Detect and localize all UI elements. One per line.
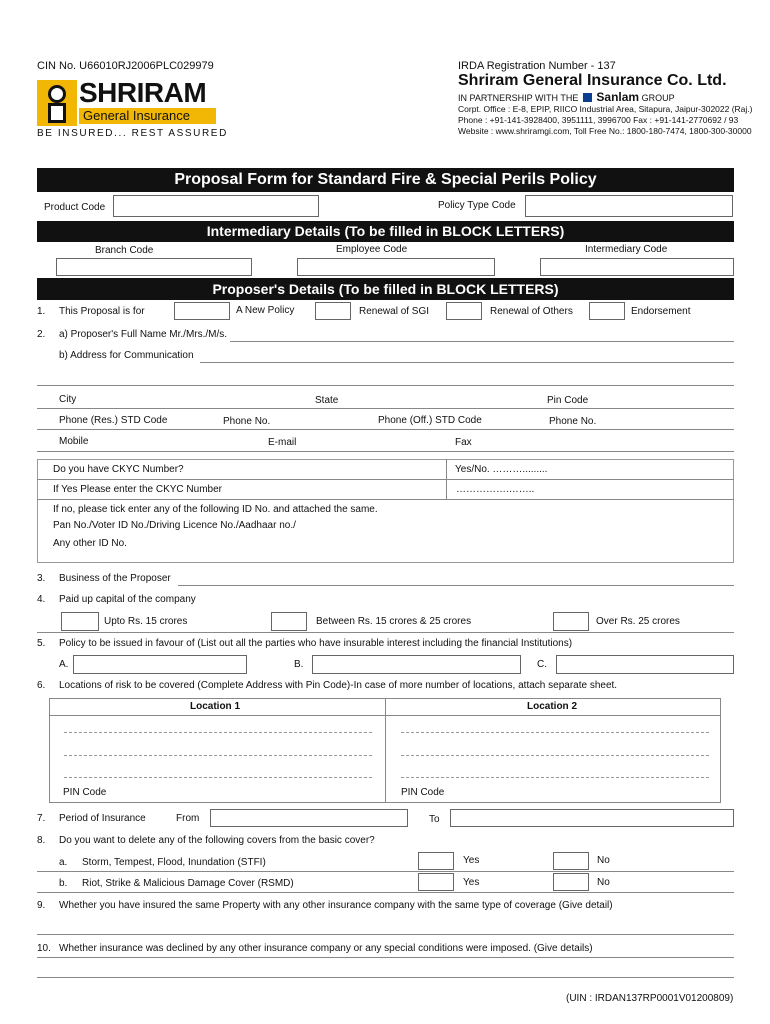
ckyc-enter-label: If Yes Please enter the CKYC Number (53, 484, 222, 495)
employee-code-field[interactable] (297, 258, 495, 276)
corporate-address: Corpt. Office : E-8, EPIP, RIICO Industrial Area, Sitapura, Jaipur-302022 (Raj.) (458, 104, 753, 114)
ckyc-question: Do you have CKYC Number? (53, 464, 184, 475)
logo-text: SHRIRAM (79, 77, 207, 108)
q4-label: Paid up capital of the company (59, 594, 196, 605)
mascot-icon (37, 76, 77, 128)
location-1-address-line-1[interactable] (64, 732, 372, 733)
city-state-line[interactable] (37, 408, 734, 409)
q2a-label: a) Proposer's Full Name Mr./Mrs./M/s. (59, 329, 228, 340)
partner-name: Sanlam (596, 90, 640, 104)
company-name: Shriram General Insurance Co. Ltd. (458, 72, 727, 89)
pin-code-label: Pin Code (547, 395, 589, 406)
website: Website : www.shriramgi.com, Toll Free No.: 1800-180-7474, 1800-300-30000 (458, 126, 752, 136)
policy-type-code-field[interactable] (525, 195, 733, 217)
q8a-letter: a. (59, 857, 68, 868)
stfi-line (37, 871, 734, 872)
q10-answer-line-2[interactable] (37, 977, 734, 978)
form-title: Proposal Form for Standard Fire & Special Perils Policy (37, 168, 734, 192)
q9-number: 9. (37, 900, 46, 911)
proposer-title: Proposer's Details (To be filled in BLOCK LETTERS) (37, 278, 734, 300)
phone-no-label-1: Phone No. (223, 416, 271, 427)
proposal-type-checkbox-4[interactable] (589, 302, 625, 320)
business-line[interactable] (178, 585, 734, 586)
mobile-label: Mobile (59, 436, 89, 447)
stfi-no-checkbox[interactable] (553, 852, 589, 870)
q5-label: Policy to be issued in favour of (List out all the parties who have insurable interest including the financial Institutions) (59, 638, 573, 649)
q10-label: Whether insurance was declined by any other insurance company or any special conditions were imposed. (Give details) (59, 943, 593, 954)
rsmd-label: Riot, Strike & Malicious Damage Cover (RSMD) (82, 878, 294, 889)
q4-number: 4. (37, 594, 46, 605)
capital-15-to-25: Between Rs. 15 crores & 25 crores (316, 616, 472, 627)
opt-new-policy: A New Policy (236, 305, 295, 316)
location-2-address-line-3[interactable] (401, 777, 709, 778)
q7-label: Period of Insurance (59, 813, 146, 824)
capital-checkbox-3[interactable] (553, 612, 589, 631)
irda-number: IRDA Registration Number - 137 (458, 60, 616, 72)
capital-over-25: Over Rs. 25 crores (596, 616, 680, 627)
location-2-header: Location 2 (527, 701, 578, 712)
q10-number: 10. (37, 943, 51, 954)
intermediary-title: Intermediary Details (To be filled in BLOCK LETTERS) (37, 221, 734, 242)
cin-number: CIN No. U66010RJ2006PLC029979 (37, 60, 214, 72)
location-1-address-line-2[interactable] (64, 755, 372, 756)
phone-line[interactable] (37, 429, 734, 430)
address-line-1[interactable] (200, 362, 734, 363)
ckyc-divider-2 (37, 499, 734, 500)
stfi-no-label: No (597, 855, 610, 866)
ckyc-divider-1 (37, 479, 734, 480)
q6-label: Locations of risk to be covered (Complete Address with Pin Code)-In case of more number of locations, attach separate sheet. (59, 680, 618, 691)
proposal-type-checkbox-3[interactable] (446, 302, 482, 320)
locations-header-line (49, 715, 721, 716)
location-2-address-line-1[interactable] (401, 732, 709, 733)
q8-label: Do you want to delete any of the following covers from the basic cover? (59, 835, 375, 846)
opt-endorsement: Endorsement (631, 306, 691, 317)
q3-number: 3. (37, 573, 46, 584)
q10-answer-line-1[interactable] (37, 957, 734, 958)
location-1-header: Location 1 (190, 701, 241, 712)
party-b-field[interactable] (312, 655, 521, 674)
location-2-address-line-2[interactable] (401, 755, 709, 756)
phone-res-label: Phone (Res.) STD Code (59, 415, 168, 426)
stfi-yes-label: Yes (463, 855, 480, 866)
ckyc-vertical-divider (446, 459, 447, 499)
address-line-2[interactable] (37, 385, 734, 386)
rsmd-no-checkbox[interactable] (553, 873, 589, 891)
ckyc-if-no: If no, please tick enter any of the following ID No. and attached the same. (53, 504, 378, 515)
party-a-label: A. (59, 659, 69, 670)
mobile-line[interactable] (37, 451, 734, 452)
period-to-field[interactable] (450, 809, 734, 827)
phone-no-label-2: Phone No. (549, 416, 597, 427)
logo-subtext: General Insurance (79, 108, 216, 124)
period-from-label: From (176, 813, 200, 824)
period-from-field[interactable] (210, 809, 408, 827)
ckyc-yes-no[interactable]: Yes/No. ………......... (455, 464, 548, 475)
phone-fax: Phone : +91-141-3928400, 3951111, 3996700 Fax : +91-141-2770692 / 93 (458, 115, 739, 125)
party-a-field[interactable] (73, 655, 247, 674)
q9-answer-line[interactable] (37, 934, 734, 935)
capital-checkbox-2[interactable] (271, 612, 307, 631)
q7-number: 7. (37, 813, 46, 824)
party-c-field[interactable] (556, 655, 734, 674)
employee-code-label: Employee Code (336, 244, 408, 255)
rsmd-yes-checkbox[interactable] (418, 873, 454, 891)
stfi-label: Storm, Tempest, Flood, Inundation (STFI) (82, 857, 266, 868)
party-c-label: C. (537, 659, 547, 670)
product-code-field[interactable] (113, 195, 319, 217)
rsmd-line (37, 892, 734, 893)
ckyc-number-field[interactable]: …………….…….. (456, 484, 535, 495)
q2b-label: b) Address for Communication (59, 350, 194, 361)
full-name-line[interactable] (230, 341, 734, 342)
policy-type-code-label: Policy Type Code (438, 200, 516, 211)
rsmd-yes-label: Yes (463, 877, 480, 888)
locations-divider (385, 698, 386, 803)
party-b-label: B. (294, 659, 304, 670)
q1-label: This Proposal is for (59, 306, 145, 317)
period-to-label: To (429, 814, 440, 825)
product-code-label: Product Code (44, 202, 106, 213)
city-label: City (59, 394, 77, 405)
ckyc-other-id: Any other ID No. (53, 538, 127, 549)
uin-number: (UIN : IRDAN137RP0001V01200809) (566, 993, 734, 1004)
partnership-line (458, 91, 675, 104)
branch-code-label: Branch Code (95, 245, 154, 256)
q6-number: 6. (37, 680, 46, 691)
branch-code-field[interactable] (56, 258, 252, 276)
state-label: State (315, 395, 339, 406)
partnership-suffix: GROUP (641, 93, 675, 103)
q5-number: 5. (37, 638, 46, 649)
partnership-prefix: IN PARTNERSHIP WITH THE (458, 93, 579, 103)
fax-label: Fax (455, 437, 472, 448)
proposal-type-checkbox-1[interactable] (174, 302, 230, 320)
intermediary-code-field[interactable] (540, 258, 734, 276)
capital-line (37, 632, 734, 633)
intermediary-code-label: Intermediary Code (585, 244, 668, 255)
ckyc-id-types: Pan No./Voter ID No./Driving Licence No./Aadhaar no./ (53, 520, 296, 531)
q1-number: 1. (37, 306, 46, 317)
q8b-letter: b. (59, 878, 68, 889)
tagline: BE INSURED... REST ASSURED (37, 128, 228, 139)
stfi-yes-checkbox[interactable] (418, 852, 454, 870)
q2-number: 2. (37, 329, 46, 340)
opt-renewal-others: Renewal of Others (490, 306, 573, 317)
sanlam-icon (583, 93, 592, 102)
q3-label: Business of the Proposer (59, 573, 171, 584)
location-1-address-line-3[interactable] (64, 777, 372, 778)
phone-off-label: Phone (Off.) STD Code (378, 415, 482, 426)
q8-number: 8. (37, 835, 46, 846)
capital-checkbox-1[interactable] (61, 612, 99, 631)
capital-upto-15: Upto Rs. 15 crores (104, 616, 188, 627)
rsmd-no-label: No (597, 877, 610, 888)
location-1-pin-code: PIN Code (63, 787, 107, 798)
location-2-pin-code: PIN Code (401, 787, 445, 798)
opt-renewal-sgi: Renewal of SGI (359, 306, 430, 317)
proposal-type-checkbox-2[interactable] (315, 302, 351, 320)
shriram-logo (37, 76, 227, 128)
email-label: E-mail (268, 437, 297, 448)
q9-label: Whether you have insured the same Property with any other insurance company with the same type of coverage (Give detail) (59, 900, 613, 911)
